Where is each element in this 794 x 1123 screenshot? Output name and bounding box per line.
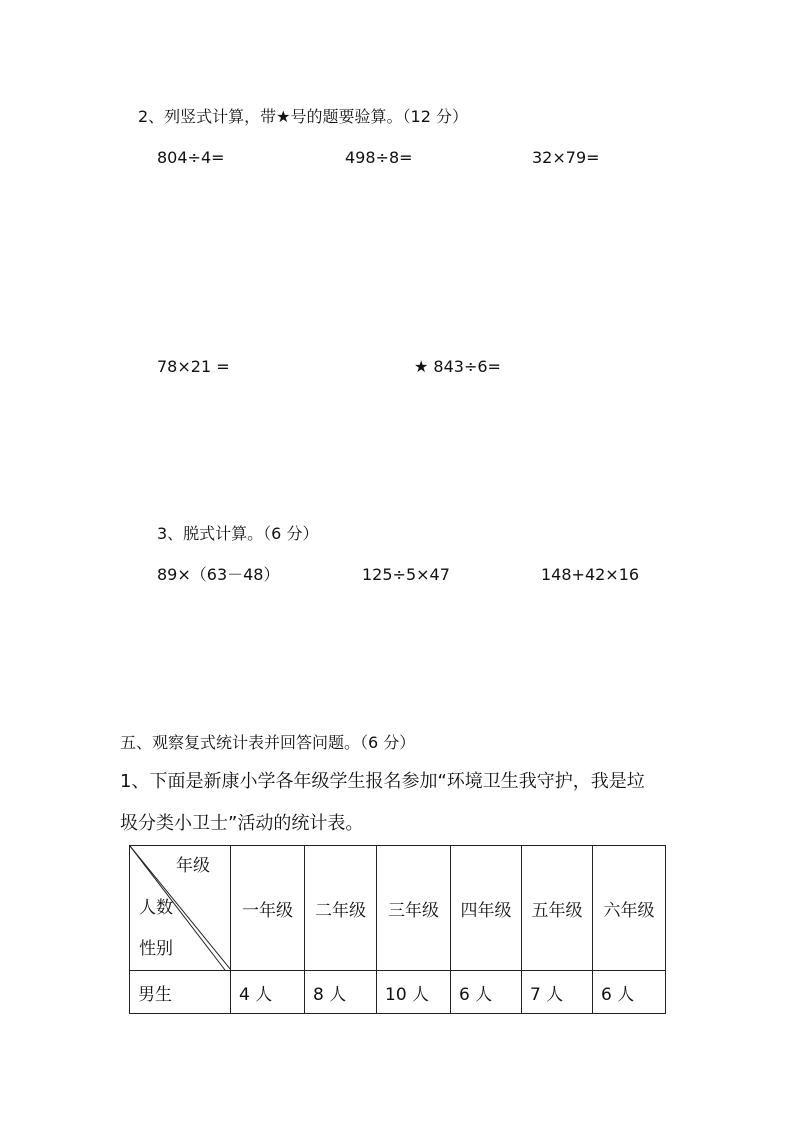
problem-498-div-8: 498÷8= [345, 148, 413, 167]
table-cell: 7 人 [522, 971, 593, 1014]
table-cell: 6 人 [451, 971, 522, 1014]
expression-2: 125÷5×47 [362, 565, 450, 584]
grade-header: 一年级 [231, 846, 305, 971]
section-2-heading: 2、列竖式计算，带★号的题要验算。（12 分） [138, 107, 468, 126]
corner-label-count: 人数 [139, 898, 173, 918]
statistics-table [129, 845, 666, 1014]
table-row [130, 971, 666, 1014]
table-cell: 8 人 [305, 971, 377, 1014]
problem-32-times-79: 32×79= [532, 148, 600, 167]
expression-3: 148+42×16 [541, 565, 640, 584]
expression-1: 89×（63－48） [157, 565, 280, 584]
problem-804-div-4: 804÷4= [157, 148, 225, 167]
table-cell: 6 人 [593, 971, 666, 1014]
grade-header: 五年级 [522, 846, 593, 971]
row-label: 男生 [130, 971, 231, 1014]
question-1-line-2: 圾分类小卫士”活动的统计表。 [120, 813, 364, 834]
corner-label-grade: 年级 [176, 856, 210, 876]
section-5-heading: 五、观察复式统计表并回答问题。（6 分） [120, 733, 416, 752]
table-cell: 4 人 [231, 971, 305, 1014]
problem-843-div-6-starred: ★ 843÷6= [414, 357, 501, 376]
grade-header: 三年级 [377, 846, 451, 971]
corner-label-gender: 性别 [139, 939, 173, 959]
grade-header: 四年级 [451, 846, 522, 971]
section-3-heading: 3、脱式计算。（6 分） [157, 524, 319, 543]
question-1-line-1: 1、下面是新康小学各年级学生报名参加“环境卫生我守护，我是垃 [120, 771, 645, 792]
grade-header: 六年级 [593, 846, 666, 971]
grade-header: 二年级 [305, 846, 377, 971]
table-header-row [130, 846, 666, 971]
problem-78-times-21: 78×21 = [157, 357, 230, 376]
table-cell: 10 人 [377, 971, 451, 1014]
corner-header-cell [130, 846, 231, 971]
